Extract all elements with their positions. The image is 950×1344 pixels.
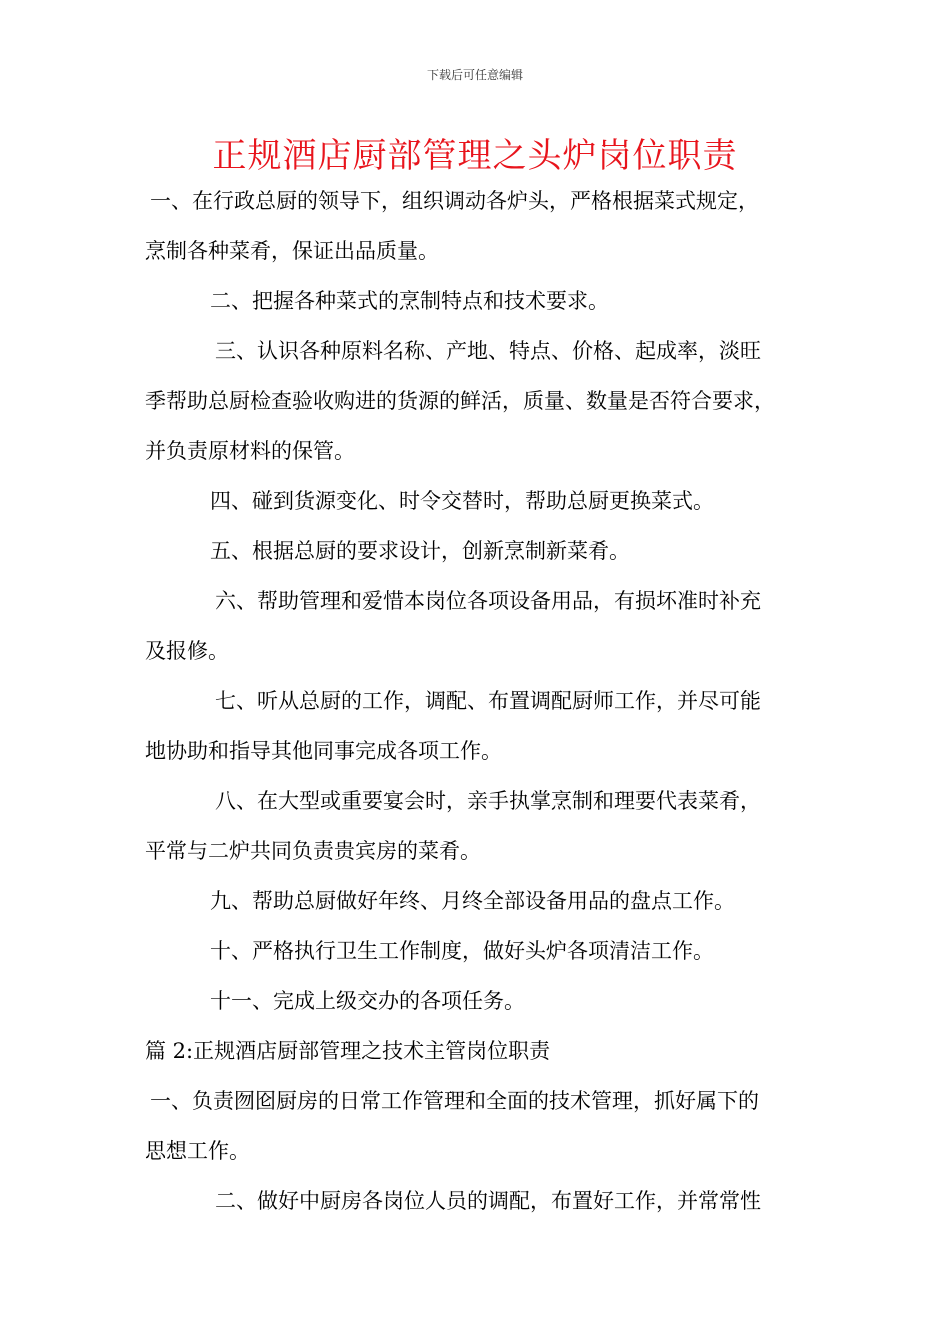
paragraph-line: 五、根据总厨的要求设计，创新烹制新菜肴。	[210, 539, 630, 563]
paragraph-line: 四、碰到货源变化、时令交替时，帮助总厨更换菜式。	[210, 489, 714, 513]
paragraph-line: 十一、完成上级交办的各项任务。	[210, 989, 525, 1013]
paragraph-line: 七、听从总厨的工作，调配、布置调配厨师工作，并尽可能	[215, 689, 761, 713]
paragraph-line: 季帮助总厨检查验收购进的货源的鲜活，质量、数量是否符合要求，	[145, 389, 775, 413]
paragraph-line: 二、把握各种菜式的烹制特点和技术要求。	[210, 289, 609, 313]
paragraph-line: 一、在行政总厨的领导下，组织调动各炉头，严格根据菜式规定，	[150, 189, 759, 213]
document-title: 正规酒店厨部管理之头炉岗位职责	[212, 136, 738, 176]
paragraph-line: 思想工作。	[145, 1139, 250, 1163]
paragraph-line: 平常与二炉共同负责贵宾房的菜肴。	[145, 839, 481, 863]
paragraph-line: 二、做好中厨房各岗位人员的调配，布置好工作，并常常性	[215, 1189, 761, 1213]
header-note: 下载后可任意编辑	[426, 68, 523, 82]
paragraph-line: 烹制各种菜肴，保证出品质量。	[145, 239, 439, 263]
paragraph-line: 八、在大型或重要宴会时，亲手执掌烹制和理要代表菜肴，	[215, 789, 761, 813]
paragraph-line: 九、帮助总厨做好年终、月终全部设备用品的盘点工作。	[210, 889, 735, 913]
paragraph-line: 十、严格执行卫生工作制度，做好头炉各项清洁工作。	[210, 939, 714, 963]
paragraph-line: 地协助和指导其他同事完成各项工作。	[145, 739, 502, 763]
paragraph-line: 并负责原材料的保管。	[145, 439, 355, 463]
paragraph-line: 及报修。	[145, 639, 229, 663]
paragraph-line: 三、认识各种原料名称、产地、特点、价格、起成率，淡旺	[215, 339, 761, 363]
section-heading: 篇 2:正规酒店厨部管理之技术主管岗位职责	[145, 1039, 551, 1063]
paragraph-line: 六、帮助管理和爱惜本岗位各项设备用品，有损坏准时补充	[215, 589, 761, 613]
paragraph-line: 一、负责囫囵厨房的日常工作管理和全面的技术管理，抓好属下的	[150, 1089, 759, 1113]
